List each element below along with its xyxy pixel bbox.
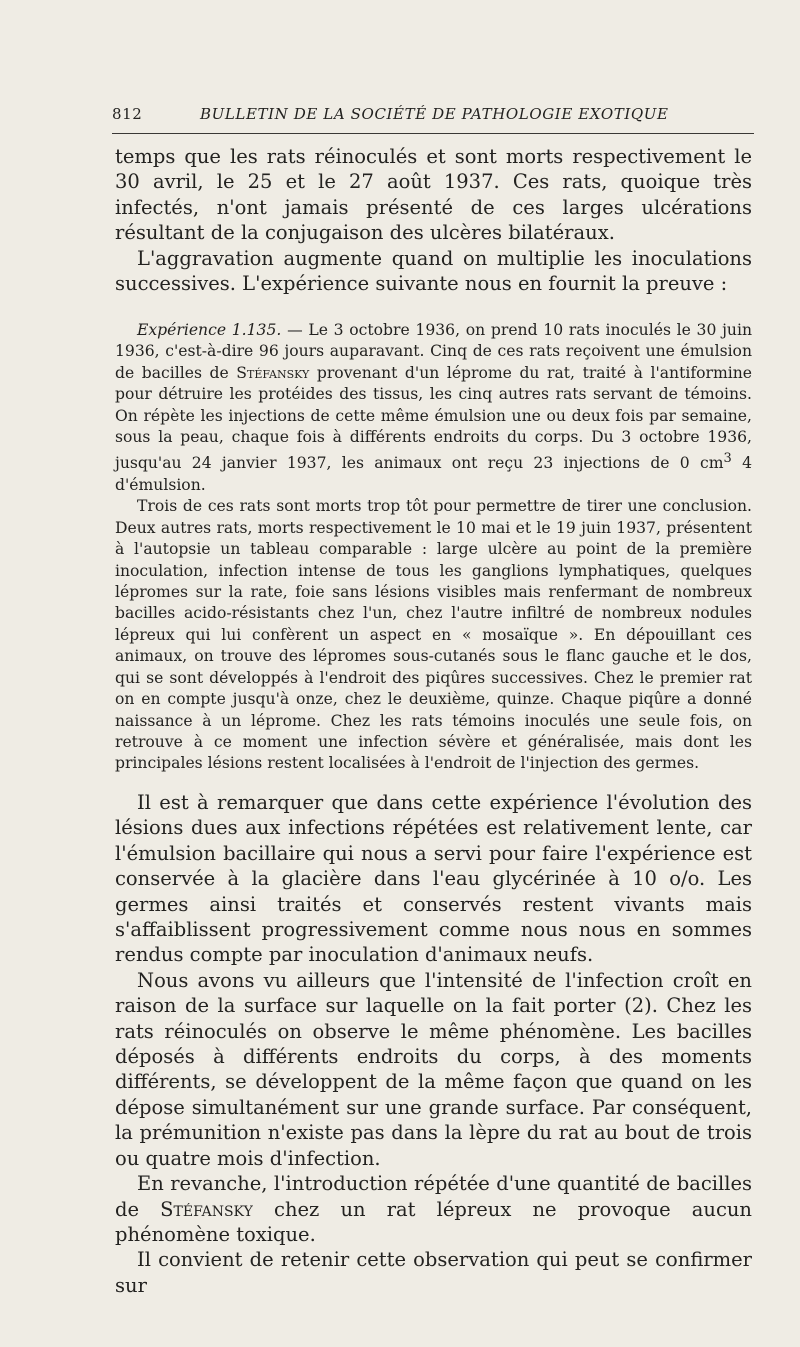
- paragraph-continuation: temps que les rats réinoculés et sont morts respectivement le 30 avril, le 25 et le 27 août 1937. Ces rats, quoique très infectés, n'ont jamais présenté de ces larges ulcérations résultant de la conjugaison des ulcères bilatéraux.: [115, 145, 752, 245]
- header-rule: [112, 133, 754, 134]
- experiment-paragraph-2: Trois de ces rats sont morts trop tôt pour permettre de tirer une conclusion. Deux autres rats, morts respectivement le 10 mai et le 19 juin 1937, présentent à l'autopsie un tableau comparable : large ulcère au point de la première inoculation, infection intense de tous les ganglions lymphatiques, quelques lépromes sur la rate, foie sans lésions visibles mais renfermant de nombreux bacilles acido-résistants chez l'un, chez l'autre infiltré de nombreux nodules lépreux qui lui confèrent un aspect en « mosaïque ». En dépouillant ces animaux, on trouve des lépromes sous-cutanés sous le flanc gauche et le dos, qui se sont développés à l'endroit des piqûres successives. Chez le premier rat on en compte jusqu'à onze, chez le deuxième, quinze. Chaque piqûre a donné naissance à un léprome. Chez les rats témoins inoculés une seule fois, on retrouve à ce moment une infection sévère et généralisée, mais dont les principales lésions restent localisées à l'endroit de l'injection des germes.: [115, 497, 752, 773]
- revanche-text-a: En revanche, l'introduction répétée d'une quantité de bacilles de: [115, 1172, 752, 1221]
- discussion-section: [115, 790, 752, 1298]
- experiment-text-c: 4 d'émulsion.: [115, 454, 752, 495]
- paragraph-aggravation: L'aggravation augmente quand on multiplie les inoculations successives. L'expérience suivante nous en fournit la preuve :: [115, 246, 752, 296]
- paragraph-intensity: Nous avons vu ailleurs que l'intensité de l'infection croît en raison de la surface sur laquelle on la fait porter (2). Chez les rats réinoculés on observe le même phénomène. Les bacilles déposés à différents endroits du corps, à des moments différents, se développent de la même façon que quand on les dépose simultanément sur une grande surface. Par conséquent, la prémunition n'existe pas dans la lèpre du rat au bout de trois ou quatre mois d'infection.: [115, 968, 752, 1170]
- author-name: Stéfansky: [236, 363, 310, 382]
- superscript-cube: 3: [723, 451, 732, 467]
- experiment-section: [115, 320, 752, 775]
- author-name: Stéfansky: [160, 1197, 253, 1221]
- intro-section: [115, 144, 752, 296]
- paragraph-evolution: Il est à remarquer que dans cette expérience l'évolution des lésions dues aux infections répétées est relativement lente, car l'émulsion bacillaire qui nous a servi pour faire l'expérience est conservée à la glacière dans l'eau glycérinée à 10 o/o. Les germes ainsi traités et conservés restent vivants mais s'affaiblissent progressivement comme nous nous en sommes rendus compte par inoculation d'animaux neufs.: [115, 791, 752, 967]
- running-header: [112, 102, 754, 128]
- journal-title: BULLETIN DE LA SOCIÉTÉ DE PATHOLOGIE EXOTIQUE: [200, 105, 669, 123]
- paragraph-revanche: [115, 1171, 752, 1247]
- experiment-paragraph-1: [115, 320, 752, 496]
- experiment-label: Expérience 1.135.: [137, 321, 282, 339]
- experiment-text-a: — Le 3 octobre 1936, on prend 10 rats inoculés le 30 juin 1936, c'est-à-dire 96 jours auparavant. Cinq de ces rats reçoivent une émulsion de bacilles de: [115, 321, 753, 382]
- page-number: 812: [112, 105, 143, 123]
- revanche-text-b: chez un rat lépreux ne provoque aucun phénomène toxique.: [115, 1197, 752, 1246]
- experiment-text-b: provenant d'un lépromе du rat, traité à l'antiformine pour détruire les protéides des tissus, les cinq autres rats servant de témoins. On répète les injections de cette même émulsion une ou deux fois par semaine, sous la peau, chaque fois à différents endroits du corps. Du 3 octobre 1936, jusqu'au 24 janvier 1937, les animaux ont reçu 23 injections de 0 cm: [115, 363, 752, 473]
- paragraph-conclusion: Il convient de retenir cette observation qui peut se confirmer sur: [115, 1248, 752, 1297]
